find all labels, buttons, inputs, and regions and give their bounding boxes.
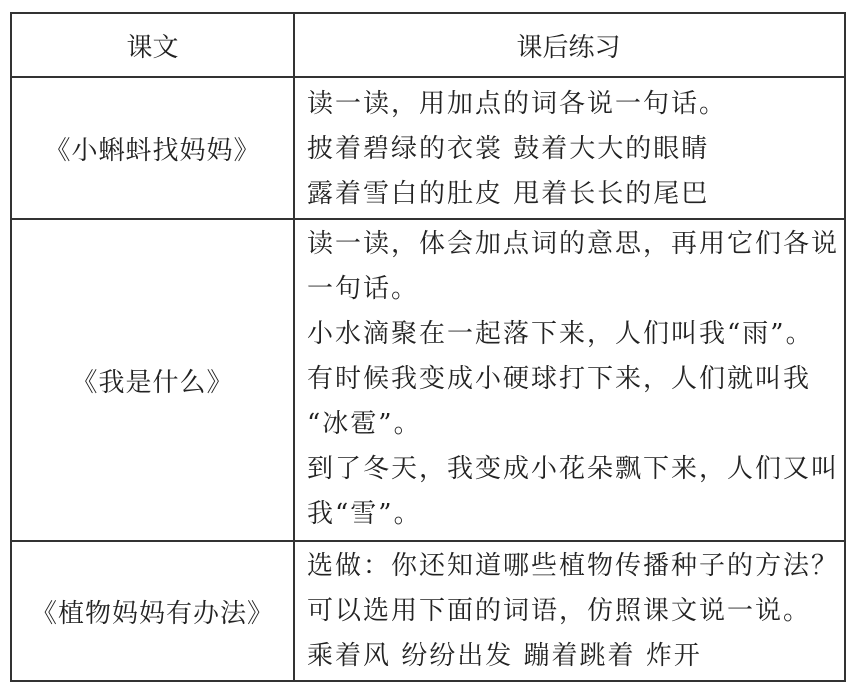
exercise-line: 到了冬天，我变成小花朵飘下来，人们又叫 [307,454,840,484]
exercise-text [295,222,844,537]
exercise-line: 露着雪白的肚皮 甩着长长的尾巴 [307,179,710,209]
exercise-line: 有时候我变成小硬球打下来，人们就叫我 [307,364,812,394]
exercise-line: 选做：你还知道哪些植物传播种子的方法？ [307,551,840,581]
exercise-line: 披着碧绿的衣裳 鼓着大大的眼睛 [307,134,710,164]
exercise-table [10,12,846,682]
exercise-line: 一句话。 [307,274,420,304]
exercise-line: 小水滴聚在一起落下来，人们叫我“雨”。 [307,319,814,349]
lesson-title: 《小蝌蚪找妈妈》 [44,135,261,166]
exercise-line: 乘着风 纷纷出发 蹦着跳着 炸开 [307,641,702,671]
header-lesson: 课文 [126,32,179,63]
exercise-line: 我“雪”。 [307,499,422,529]
exercise-text [295,544,844,679]
exercise-line: 读一读，用加点的词各说一句话。 [307,89,728,119]
exercise-line: “冰雹”。 [307,409,422,439]
lesson-title: 《我是什么》 [71,367,234,398]
lesson-title: 《植物妈妈有办法》 [30,598,274,629]
header-exercise: 课后练习 [516,32,621,63]
exercise-line: 读一读，体会加点词的意思，再用它们各说 [307,229,840,259]
exercise-line: 可以选用下面的词语，仿照课文说一说。 [307,596,812,626]
exercise-text [295,82,844,217]
